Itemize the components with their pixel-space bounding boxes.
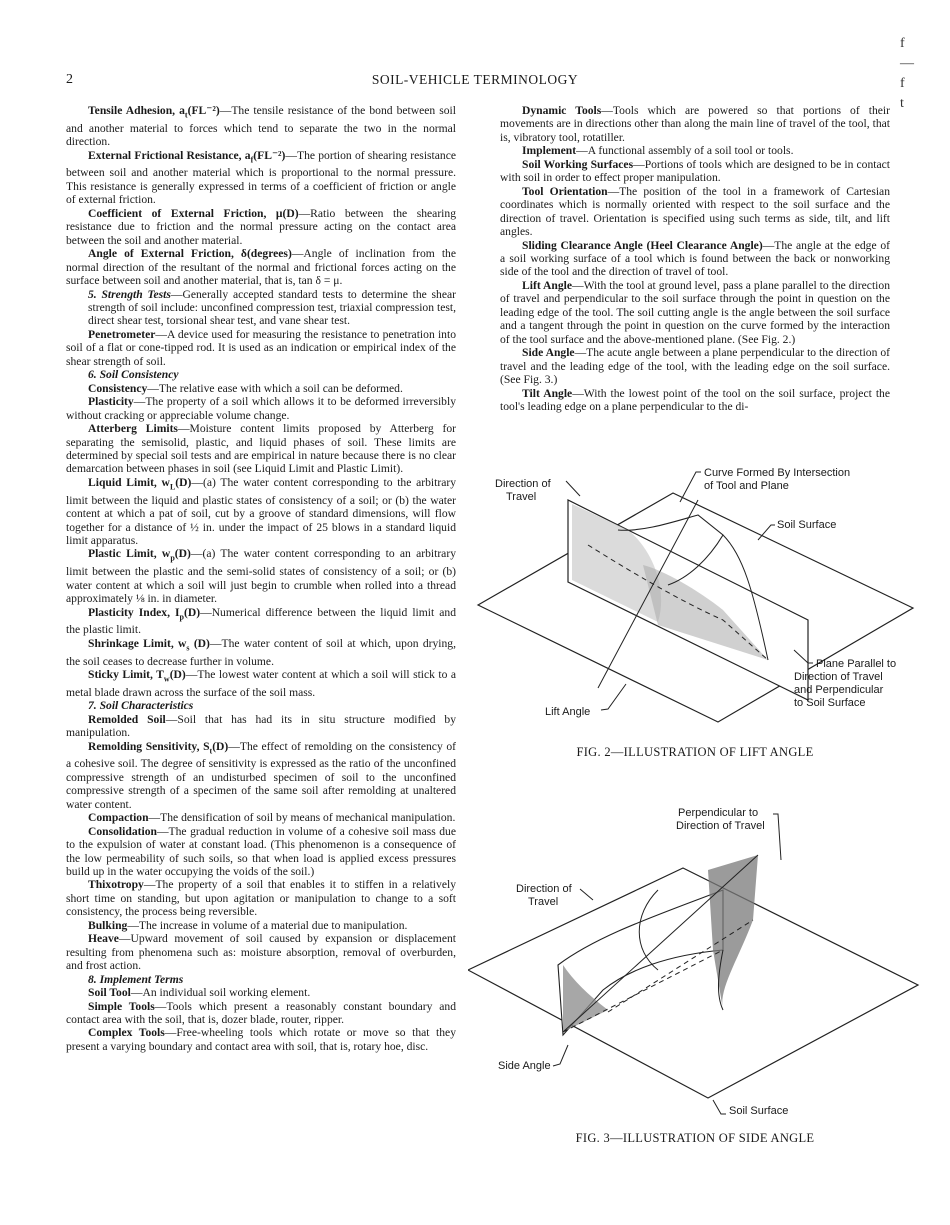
definition-term: External Frictional Resistance, a bbox=[88, 148, 251, 162]
section-heading-body: —Generally accepted standard tests to determine the shear strength of soil include: unconfined compression test, triaxial compression test, direct shear test, torsional shear test, and vane shear test. bbox=[88, 287, 456, 328]
page-number: 2 bbox=[66, 72, 73, 87]
definition-term: Tool Orientation bbox=[522, 184, 608, 198]
definition-text: —The water content of soil at which, upon drying, the soil ceases to decrease further in volume. bbox=[66, 636, 456, 668]
definition-term: Shrinkage Limit, w bbox=[88, 636, 187, 650]
definition-text: —The lowest water content at which a soil will stick to a metal blade drawn across the surface of the soil mass. bbox=[66, 668, 456, 699]
definition-text: —The effect of remolding on the consistency of a cohesive soil. The degree of sensitivity is expressed as the ratio of the unconfined compressive strength of an undisturbed specimen of soil to the unconfined compressive strength of a specimen of the same soil after remolding at unaltered water content. bbox=[66, 739, 456, 811]
definition-paragraph bbox=[66, 825, 456, 879]
definition-paragraph bbox=[66, 878, 456, 918]
section-heading-text: 6. Soil Consistency bbox=[88, 368, 179, 382]
definition-paragraph bbox=[66, 986, 456, 999]
definition-paragraph bbox=[66, 547, 456, 605]
definition-paragraph bbox=[66, 328, 456, 368]
definition-paragraph bbox=[500, 185, 890, 239]
definition-paragraph bbox=[66, 207, 456, 247]
definition-term: Thixotropy bbox=[88, 878, 144, 892]
definition-term: Lift Angle bbox=[522, 278, 572, 292]
figure-3-side-angle bbox=[468, 800, 928, 1125]
term-units: (D) bbox=[183, 605, 201, 619]
margin-marks bbox=[900, 34, 914, 114]
definition-paragraph bbox=[500, 279, 890, 346]
definition-paragraph bbox=[66, 382, 456, 395]
term-units: (D) bbox=[169, 668, 186, 681]
label-direction-of-travel: Direction of bbox=[516, 883, 572, 895]
definition-text: —The position of the tool in a framework of Cartesian coordinates which is normally oriented with respect to the soil surface and the direction of travel. Orientation is specified using such terms as side, tilt, and lift angles. bbox=[500, 184, 890, 239]
definition-paragraph bbox=[66, 811, 456, 824]
definition-paragraph bbox=[66, 1000, 456, 1027]
definition-term: Remolding Sensitivity, S bbox=[88, 739, 210, 753]
definition-term: Consolidation bbox=[88, 824, 157, 838]
definition-paragraph bbox=[500, 387, 890, 414]
term-subscript: f bbox=[250, 154, 254, 164]
definition-term: Penetrometer bbox=[88, 327, 156, 341]
leader-soil-surface bbox=[713, 1100, 726, 1114]
label-lift-angle: Lift Angle bbox=[545, 706, 591, 718]
figure-2-caption: FIG. 2—ILLUSTRATION OF LIFT ANGLE bbox=[576, 745, 814, 759]
definition-paragraph bbox=[66, 606, 456, 637]
definition-paragraph bbox=[66, 1026, 456, 1053]
definition-text: —The densification of soil by means of mechanical manipulation. bbox=[148, 811, 456, 825]
term-units: (D) bbox=[174, 547, 191, 561]
label-plane-parallel: and Perpendicular bbox=[794, 684, 884, 696]
label-perpendicular: Direction of Travel bbox=[676, 820, 765, 832]
label-perpendicular: Perpendicular to bbox=[678, 807, 759, 819]
definition-text: —The gradual reduction in volume of a cohesive soil mass due to the expulsion of water at constant load. (This phenomenon is a consequence of the low permeability of such soils, so that when load is applied excess pressures build up in the water occupying the voids of the soil.) bbox=[66, 824, 456, 878]
definition-term: Plastic Limit, w bbox=[88, 547, 171, 561]
section-heading-text: 5. Strength Tests bbox=[88, 287, 171, 301]
definition-text: —The tensile resistance of the bond between soil and another material to forces which tend to separate the two in the normal direction. bbox=[66, 104, 457, 149]
definition-text: —Free-wheeling tools which rotate or move so that they present a varying boundary and contact area with soil, that is, rotary hoe, disc. bbox=[66, 1026, 456, 1053]
definition-text: —The portion of shearing resistance between soil and another material which is proportional to the normal pressure. This resistance is generally expressed in terms of a coefficient of friction or angle of external friction. bbox=[66, 148, 457, 207]
definition-paragraph bbox=[66, 919, 456, 932]
leader-direction bbox=[566, 481, 580, 496]
label-soil-surface: Soil Surface bbox=[729, 1105, 789, 1117]
definition-term: Bulking bbox=[88, 918, 128, 932]
label-direction-of-travel: Travel bbox=[528, 896, 559, 908]
definition-paragraph bbox=[500, 346, 890, 386]
definition-paragraph bbox=[66, 395, 456, 422]
definition-term: Plasticity Index, I bbox=[88, 605, 180, 619]
definition-term: Dynamic Tools bbox=[522, 104, 602, 117]
definition-term: Consistency bbox=[88, 381, 148, 395]
definition-text: —A functional assembly of a soil tool or tools. bbox=[576, 144, 794, 158]
running-title: SOIL-VEHICLE TERMINOLOGY bbox=[371, 72, 579, 87]
definition-paragraph bbox=[66, 713, 456, 740]
definition-text: —The relative ease with which a soil can be deformed. bbox=[147, 381, 403, 395]
label-side-angle: Side Angle bbox=[498, 1060, 551, 1072]
section-heading-text: 8. Implement Terms bbox=[88, 972, 184, 986]
definition-term: Atterberg Limits bbox=[88, 422, 178, 436]
margin-mark: — bbox=[900, 56, 914, 71]
definition-text: —With the lowest point of the tool on the soil surface, project the tool's leading edge on a plane perpendicular to the di- bbox=[500, 386, 890, 413]
definition-paragraph bbox=[500, 144, 890, 157]
definition-paragraph bbox=[66, 740, 456, 812]
definition-paragraph bbox=[500, 158, 890, 185]
section-heading bbox=[66, 699, 456, 712]
left-text-column bbox=[66, 104, 456, 1053]
definition-text: —A device used for measuring the resistance to penetration into soil of a flat or cone-tipped rod. It is used as an indication or empirical index of the shear strength of soil. bbox=[66, 327, 456, 368]
term-subscript: t bbox=[209, 745, 213, 755]
figure-3-caption: FIG. 3—ILLUSTRATION OF SIDE ANGLE bbox=[575, 1131, 815, 1145]
definition-term: Angle of External Friction, δ(degrees) bbox=[88, 247, 292, 261]
definition-term: Soil Working Surfaces bbox=[522, 157, 634, 171]
definition-text: —Numerical difference between the liquid limit and the plastic limit. bbox=[66, 605, 457, 637]
definition-paragraph bbox=[66, 476, 456, 548]
definition-term: Implement bbox=[522, 144, 577, 158]
definition-term: Liquid Limit, w bbox=[88, 475, 170, 489]
definition-text: —(a) The water content corresponding to the arbitrary limit between the liquid and plastic states of consistency of a soil; or (b) the water content at which a pat of soil, cut by a groove of standard dimensions, will flow together for a distance of ½ in. under the impact of 25 blows in a standard liquid limit apparatus. bbox=[66, 475, 457, 547]
leader-direction bbox=[580, 889, 593, 900]
term-subscript: p bbox=[179, 611, 184, 621]
definition-term: Side Angle bbox=[522, 346, 575, 360]
definition-text: —The property of a soil that enables it to stiffen in a relatively short time on standing, but upon agitation or manipulation to change to a soft consistency, the process being reversible. bbox=[66, 878, 456, 919]
definition-term: Sticky Limit, T bbox=[88, 668, 164, 681]
definition-term: Plasticity bbox=[88, 395, 134, 409]
definition-text: —With the tool at ground level, pass a plane parallel to the direction of travel and perpendicular to the soil surface through the point in question on the leading edge of the tool. The soil cutting angle is the angle between the soil surface and a tangent through the point in question on the curve formed by the interaction of the tool surface and the above-mentioned plane. (See Fig. 2.) bbox=[500, 278, 890, 346]
definition-text: —The angle at the edge of a soil working surface of a tool which is found between the back or nonworking side of the tool and the direction of travel of tool. bbox=[500, 238, 890, 279]
label-soil-surface: Soil Surface bbox=[777, 519, 837, 531]
section-heading bbox=[66, 288, 456, 328]
right-text-column bbox=[500, 104, 890, 413]
definition-text: —Moisture content limits proposed by Atterberg for separating the semisolid, plastic, and liquid phases of soil. These limits are determined by special soil tests and are empirical in nature because there is no clear demarcation between phases in soil (see Liquid Limit and Plastic Limit). bbox=[66, 422, 457, 476]
definition-paragraph bbox=[66, 422, 456, 476]
definition-paragraph bbox=[66, 247, 456, 287]
term-subscript: t bbox=[184, 110, 188, 120]
label-direction-of-travel: Travel bbox=[506, 491, 537, 503]
margin-mark: f bbox=[900, 36, 905, 51]
section-heading bbox=[66, 973, 456, 986]
definition-text: —The acute angle between a plane perpendicular to the direction of travel and the leading edge of the tool, with the leading edge on the soil surface. (See Fig. 3.) bbox=[500, 346, 890, 387]
definition-term: Compaction bbox=[88, 811, 149, 825]
figure-2-lift-angle bbox=[468, 460, 928, 735]
label-plane-parallel: Direction of Travel bbox=[794, 671, 883, 683]
label-curve: of Tool and Plane bbox=[704, 480, 789, 492]
definition-text: —Angle of inclination from the normal direction of the resultant of the normal and frictional forces acting on the surface between soil and another material, that is, tan δ = μ. bbox=[66, 247, 457, 288]
definition-term: Soil Tool bbox=[88, 986, 131, 1000]
term-subscript: p bbox=[170, 553, 175, 563]
definition-term: Sliding Clearance Angle (Heel Clearance Angle) bbox=[522, 238, 763, 252]
definition-paragraph bbox=[66, 149, 456, 207]
leader-perpendicular bbox=[773, 814, 781, 860]
definition-term: Tensile Adhesion, a bbox=[88, 104, 185, 117]
term-units: (FL⁻²) bbox=[253, 148, 286, 162]
definition-text: —Soil that has had its in situ structure modified by manipulation. bbox=[66, 712, 456, 740]
definition-text: —The property of a soil which allows it to be deformed irreversibly without cracking or appreciable volume change. bbox=[66, 395, 456, 422]
definition-paragraph bbox=[500, 104, 890, 144]
definition-text: —An individual soil working element. bbox=[130, 986, 311, 1000]
definition-text: —Ratio between the shearing resistance due to friction and the normal pressure acting on the contact area between the soil and another material. bbox=[66, 206, 456, 247]
margin-mark: f bbox=[900, 76, 905, 91]
term-units: (D) bbox=[189, 636, 210, 650]
definition-text: —The increase in volume of a material due to manipulation. bbox=[127, 918, 408, 932]
definition-paragraph bbox=[66, 932, 456, 972]
definition-term: Tilt Angle bbox=[522, 386, 573, 400]
definition-term: Complex Tools bbox=[88, 1026, 165, 1040]
label-plane-parallel: to Soil Surface bbox=[794, 697, 866, 709]
label-direction-of-travel: Direction of bbox=[495, 478, 551, 490]
term-subscript: s bbox=[186, 643, 190, 653]
term-units: (FL⁻²) bbox=[187, 104, 220, 117]
term-units: (D) bbox=[175, 475, 192, 489]
definition-term: Heave bbox=[88, 932, 119, 946]
margin-mark: t bbox=[900, 96, 904, 111]
definition-text: —Tools which are powered so that portions of their movements are in directions other than along the main line of travel of the tool, that is, vibratory tool, rotatiller. bbox=[500, 104, 890, 144]
label-plane-parallel: Plane Parallel to bbox=[816, 658, 897, 670]
section-heading-text: 7. Soil Characteristics bbox=[88, 699, 194, 713]
definition-text: —(a) The water content corresponding to an arbitrary limit between the plastic and the semi-solid states of consistency of a soil; or (b) water content at which a soil will just begin to crumble when rolled into a thread approximately ⅛ in. in diameter. bbox=[66, 547, 456, 606]
definition-paragraph bbox=[500, 239, 890, 279]
leader-lift-angle bbox=[601, 684, 626, 710]
definition-text: —Portions of tools which are designed to be in contact with soil in order to effect proper manipulation. bbox=[500, 157, 890, 185]
term-subscript: w bbox=[163, 674, 170, 684]
definition-text: —Upward movement of soil caused by expansion or displacement resulting from phenomena such as: moisture absorption, removal of overburden, and frost action. bbox=[66, 932, 456, 973]
definition-text: —Tools which present a reasonably constant boundary and contact area with the soil, that is, dozer blade, router, ripper. bbox=[66, 999, 456, 1026]
term-units: (D) bbox=[212, 739, 229, 753]
section-heading bbox=[66, 368, 456, 381]
leader-side-angle bbox=[553, 1045, 568, 1066]
term-subscript: L bbox=[169, 482, 176, 492]
definition-paragraph bbox=[66, 668, 456, 699]
definition-paragraph bbox=[66, 637, 456, 668]
definition-paragraph bbox=[66, 104, 456, 149]
label-curve: Curve Formed By Intersection bbox=[704, 467, 851, 479]
definition-term: Remolded Soil bbox=[88, 712, 166, 726]
definition-term: Coefficient of External Friction, μ(D) bbox=[88, 206, 299, 220]
definition-term: Simple Tools bbox=[88, 999, 155, 1013]
